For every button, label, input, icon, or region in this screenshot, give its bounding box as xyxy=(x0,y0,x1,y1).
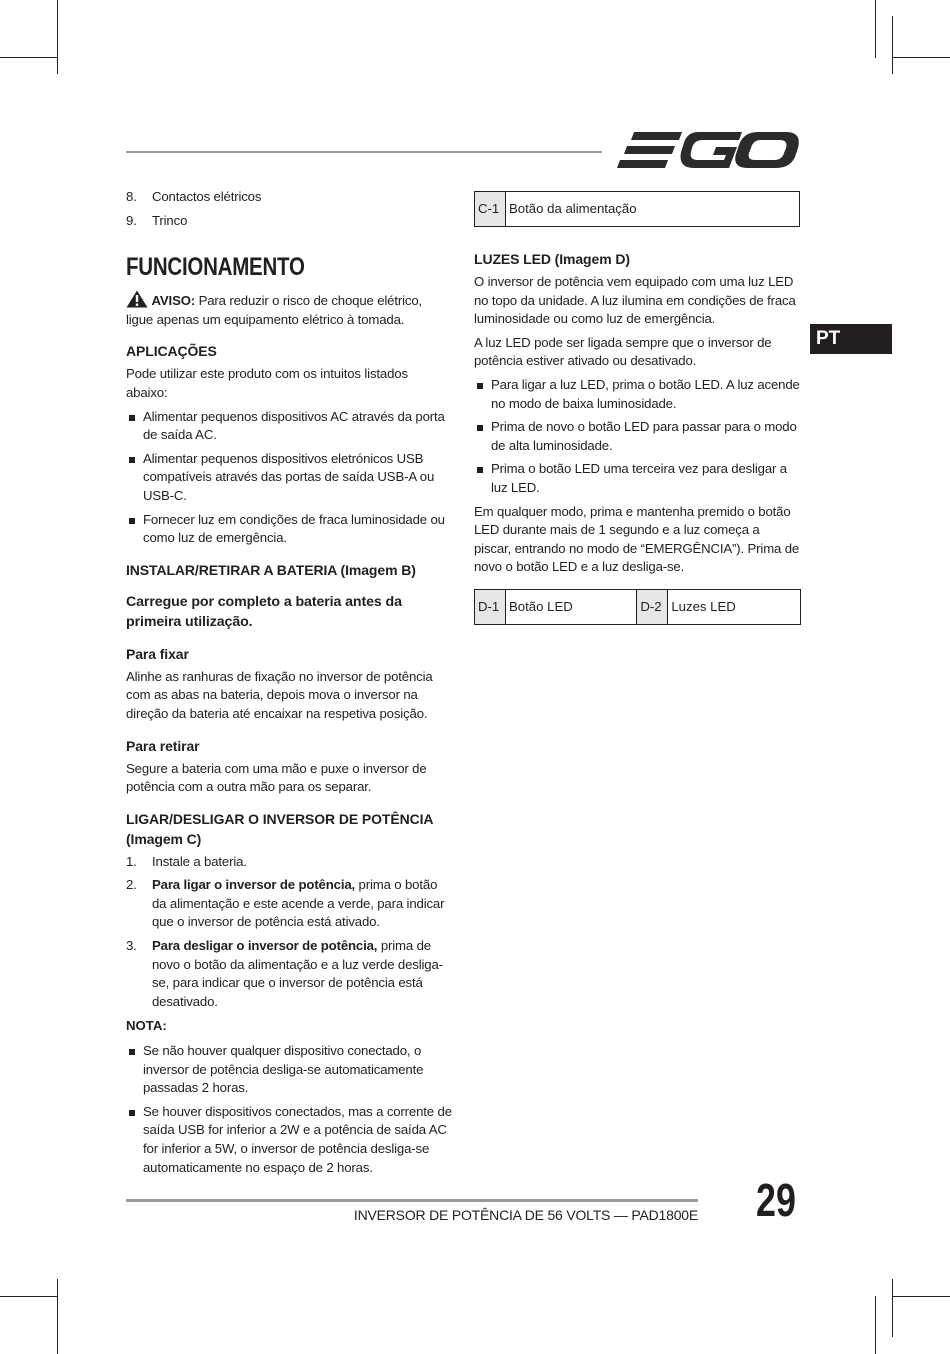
applications-heading: APLICAÇÕES xyxy=(126,343,217,360)
crop-mark xyxy=(875,0,876,58)
list-number: 8. xyxy=(126,189,137,204)
left-column xyxy=(126,188,452,1182)
crop-mark xyxy=(0,1296,57,1297)
right-column xyxy=(474,191,800,625)
nota-list xyxy=(126,1042,452,1177)
table-label: Botão da alimentação xyxy=(506,192,800,227)
list-bold: Para desligar o inversor de potência, xyxy=(152,938,378,954)
list-item xyxy=(474,376,800,413)
bullet-square-icon xyxy=(477,467,483,473)
list-text: Prima o botão LED uma terceira vez para desligar a luz LED. xyxy=(491,461,787,495)
page-number: 29 xyxy=(756,1174,796,1226)
table-row xyxy=(475,589,801,624)
remove-heading: Para retirar xyxy=(126,737,200,754)
table-label: Botão LED xyxy=(506,589,637,624)
list-item xyxy=(126,212,452,231)
list-text: Fornecer luz em condições de fraca luminosidade ou como luz de emergência. xyxy=(143,511,445,546)
footer-rule xyxy=(126,1199,698,1202)
list-bold: Para ligar o inversor de potência, xyxy=(152,877,356,893)
led-paragraph: O inversor de potência vem equipado com uma luz LED no topo da unidade. A luz ilumina em condições de fraca luminosidade ou como luz de emergência. xyxy=(474,274,796,327)
list-text: Instale a bateria. xyxy=(152,853,247,869)
list-text: Trinco xyxy=(152,212,188,228)
bullet-square-icon xyxy=(129,1049,135,1055)
ego-logo xyxy=(616,128,800,172)
list-item xyxy=(126,511,452,548)
list-item xyxy=(126,1103,452,1177)
list-text: Se não houver qualquer dispositivo conectado, o inversor de potência desliga-se automaticamente passadas 2 horas. xyxy=(143,1043,424,1096)
nota-label: NOTA: xyxy=(126,1018,167,1034)
attach-heading: Para fixar xyxy=(126,645,189,662)
legend-table-d xyxy=(474,589,801,625)
bullet-square-icon xyxy=(129,1110,135,1116)
list-item xyxy=(126,450,452,506)
list-item xyxy=(126,876,452,932)
list-item xyxy=(474,418,800,455)
crop-mark xyxy=(892,1279,893,1337)
bullet-square-icon xyxy=(129,518,135,524)
list-text: Para ligar a luz LED, prima o botão LED. A luz acende no modo de baixa luminosidade. xyxy=(491,376,800,411)
list-text: prima de novo o botão da alimentação e a luz verde desliga-se, para indicar que o inversor de potência está desativado. xyxy=(152,938,443,1009)
led-heading: LUZES LED (Imagem D) xyxy=(474,251,630,267)
crop-mark xyxy=(892,16,893,74)
power-heading: LIGAR/DESLIGAR O INVERSOR DE POTÊNCIA (Imagem C) xyxy=(126,810,433,847)
attach-text: Alinhe as ranhuras de fixação no inversor de potência com as abas na bateria, depois mova o inversor na direção da bateria até encaixar na respetiva posição. xyxy=(126,668,433,721)
crop-mark xyxy=(0,57,57,58)
power-steps xyxy=(126,853,452,1012)
legend-table-c xyxy=(474,191,800,227)
warning-text: Para reduzir o risco de choque elétrico, ligue apenas um equipamento elétrico à tomada. xyxy=(126,293,423,327)
footer-text: INVERSOR DE POTÊNCIA DE 56 VOLTS — PAD1800E xyxy=(353,1207,698,1223)
list-text: prima o botão da alimentação e este acende a verde, para indicar que o inversor de potência está ativado. xyxy=(152,877,445,930)
list-text: Se houver dispositivos conectados, mas a corrente de saída USB for inferior a 2W e a potência de saída AC for inferior a 5W, o inversor de potência desliga-se automaticamente no espaço de 2 horas. xyxy=(143,1103,452,1175)
list-number: 3. xyxy=(126,938,137,954)
list-item xyxy=(126,937,452,1011)
list-text: Alimentar pequenos dispositivos AC através da porta de saída AC. xyxy=(143,408,445,443)
warning xyxy=(126,290,452,329)
warning-triangle-icon xyxy=(126,290,148,308)
bullet-square-icon xyxy=(477,425,483,431)
crop-mark xyxy=(57,1279,58,1354)
list-item xyxy=(126,408,452,445)
applications-list xyxy=(126,408,452,548)
list-item xyxy=(126,853,452,872)
list-number: 9. xyxy=(126,212,137,228)
list-number: 2. xyxy=(126,877,137,893)
table-code: D-1 xyxy=(475,589,506,624)
header-rule xyxy=(126,151,602,153)
list-item xyxy=(474,460,800,497)
charge-note: Carregue por completo a bateria antes da primeira utilização. xyxy=(126,593,402,630)
bullet-square-icon xyxy=(129,415,135,421)
table-label: Luzes LED xyxy=(668,589,801,624)
led-list xyxy=(474,376,800,498)
remove-text: Segure a bateria com uma mão e puxe o inversor de potência com a outra mão para os separar. xyxy=(126,760,427,795)
led-paragraph: A luz LED pode ser ligada sempre que o inversor de potência estiver ativado ou desativado. xyxy=(474,334,772,369)
table-row xyxy=(475,192,800,227)
crop-mark xyxy=(892,1296,950,1297)
parts-list xyxy=(126,188,452,230)
list-text: Prima de novo o botão LED para passar para o modo de alta luminosidade. xyxy=(491,419,797,453)
bullet-square-icon xyxy=(477,383,483,389)
battery-heading: INSTALAR/RETIRAR A BATERIA (Imagem B) xyxy=(126,561,416,578)
list-item xyxy=(126,1042,452,1098)
bullet-square-icon xyxy=(129,457,135,463)
crop-mark xyxy=(875,1296,876,1354)
language-tab: PT xyxy=(810,324,892,354)
table-code: C-1 xyxy=(475,192,506,227)
list-text: Contactos elétricos xyxy=(152,189,262,204)
table-code: D-2 xyxy=(637,589,668,624)
applications-intro: Pode utilizar este produto com os intuitos listados abaixo: xyxy=(126,366,408,400)
crop-mark xyxy=(892,57,950,58)
list-text: Alimentar pequenos dispositivos eletrónicos USB compatíveis através das portas de saída USB-A ou USB-C. xyxy=(143,450,435,503)
led-paragraph: Em qualquer modo, prima e mantenha premido o botão LED durante mais de 1 segundo e a luz começa a piscar, entrando no modo de “EMERGÊNCIA”). Prima de novo o botão LED e a luz desliga-se. xyxy=(474,503,800,575)
crop-mark xyxy=(57,0,58,74)
list-number: 1. xyxy=(126,853,137,869)
section-title: FUNCIONAMENTO xyxy=(126,253,305,282)
list-item xyxy=(126,188,452,207)
warning-label: AVISO: xyxy=(151,293,196,309)
